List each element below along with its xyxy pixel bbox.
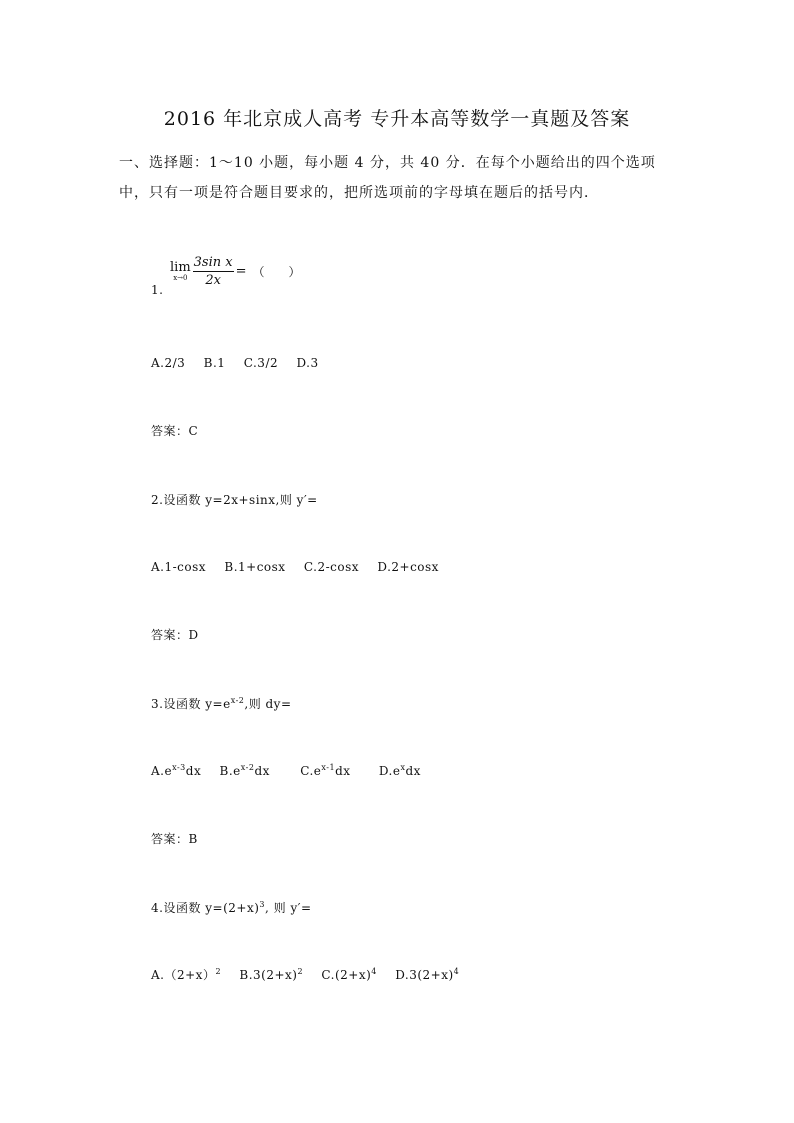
q1-options — [151, 356, 333, 370]
q3-option-d-tail: dx — [405, 764, 421, 778]
q1-denominator: 2x — [205, 273, 221, 288]
q4-option-b-exponent: 2 — [297, 967, 304, 976]
q4-stem-prefix: 4.设函数 y=(2+x) — [151, 901, 260, 915]
q1-limit — [170, 261, 191, 282]
q3-stem-exponent: x-2 — [230, 696, 245, 705]
q3-options — [151, 764, 435, 778]
q3-stem-suffix: ,则 dy= — [244, 697, 292, 711]
q3-option-c — [300, 764, 350, 778]
section-intro: 一、选择题：1～10 小题，每小题 4 分，共 40 分．在每个小题给出的四个选项中，只有一项是符合题目要求的，把所选项前的字母填在题后的括号内． — [119, 155, 656, 201]
q3-option-d-label: D.e — [378, 764, 401, 778]
q2-stem: 2.设函数 y=2x+sinx,则 y′= — [151, 493, 318, 507]
q2-options — [151, 560, 453, 574]
q4-stem-exponent: 3 — [259, 900, 266, 909]
q1-equals: = — [235, 264, 247, 279]
q3-option-d-exponent: x — [400, 763, 406, 772]
q4-option-c — [321, 968, 376, 982]
q4-option-c-exponent: 4 — [371, 967, 377, 976]
q3-option-c-tail: dx — [335, 764, 351, 778]
q1-number: 1. — [151, 283, 164, 297]
q3-option-a — [151, 764, 201, 778]
q3-option-b-label: B.e — [219, 764, 241, 778]
q1-lim-text: lim — [170, 260, 191, 275]
q3-stem — [151, 695, 292, 712]
q1-numerator: 3sin x — [193, 255, 233, 270]
q1-fraction — [193, 255, 234, 288]
q1-blank-parens: （ ） — [252, 265, 301, 279]
q3-option-d — [379, 764, 421, 778]
q4-option-a — [151, 968, 221, 982]
q1-option-d: D.3 — [296, 356, 319, 370]
q3-stem-prefix: 3.设函数 y=e — [151, 697, 231, 711]
q4-option-b — [239, 968, 303, 982]
q3-option-b — [220, 764, 270, 778]
q3-option-a-tail: dx — [185, 764, 202, 778]
q2-option-c: C.2-cosx — [303, 560, 360, 574]
page-title: 2016 年北京成人高考 专升本高等数学一真题及答案 — [163, 108, 631, 130]
q2-option-a: A.1-cosx — [151, 560, 207, 574]
q1-formula — [170, 255, 301, 288]
q3-option-c-exponent: x-1 — [321, 763, 336, 772]
q4-option-d-label: D.3(2+x) — [395, 968, 454, 982]
q2-answer: 答案：D — [151, 628, 199, 642]
q3-option-b-exponent: x-2 — [240, 763, 255, 772]
q4-option-d — [395, 968, 459, 982]
q4-stem-suffix: , 则 y′= — [265, 901, 312, 915]
q4-option-d-exponent: 4 — [453, 967, 460, 976]
q3-option-a-exponent: x-3 — [172, 763, 186, 772]
q1-option-b: B.1 — [203, 356, 226, 370]
q4-options — [151, 966, 473, 983]
q1-option-c: C.3/2 — [243, 356, 279, 370]
q3-option-b-tail: dx — [254, 764, 270, 778]
q2-option-b: B.1+cosx — [224, 560, 286, 574]
q3-answer: 答案：B — [151, 832, 198, 846]
q2-option-d: D.2+cosx — [377, 560, 439, 574]
q4-option-a-label: A.（2+x） — [151, 968, 216, 982]
q3-option-a-label: A.e — [151, 764, 173, 778]
q1-answer: 答案：C — [151, 424, 199, 438]
q4-stem — [151, 899, 312, 916]
q3-option-c-label: C.e — [300, 764, 322, 778]
q4-option-a-exponent: 2 — [215, 967, 222, 976]
q4-option-c-label: C.(2+x) — [321, 968, 372, 982]
q1-lim-subscript: x→0 — [173, 274, 188, 282]
q1-option-a: A.2/3 — [151, 356, 186, 370]
q4-option-b-label: B.3(2+x) — [239, 968, 298, 982]
